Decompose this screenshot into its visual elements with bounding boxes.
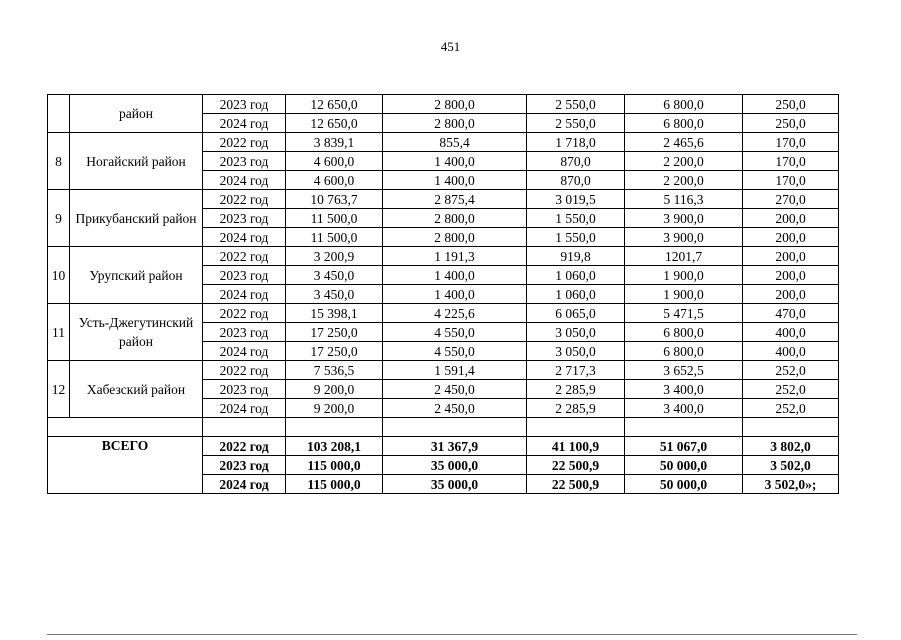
- value-cell: 3 652,5: [625, 361, 743, 380]
- value-cell: 11 500,0: [286, 209, 383, 228]
- value-cell: 2 285,9: [527, 380, 625, 399]
- table-row: [48, 361, 839, 380]
- total-value-cell: 35 000,0: [383, 456, 527, 475]
- row-number: 11: [48, 304, 70, 361]
- value-cell: 1 400,0: [383, 152, 527, 171]
- value-cell: 2 800,0: [383, 114, 527, 133]
- total-value-cell: 22 500,9: [527, 456, 625, 475]
- total-value-cell: 35 000,0: [383, 475, 527, 494]
- empty-cell: [527, 418, 625, 437]
- value-cell: 2 450,0: [383, 399, 527, 418]
- bottom-rule: [47, 634, 857, 635]
- year-cell: 2023 год: [203, 152, 286, 171]
- value-cell: 17 250,0: [286, 342, 383, 361]
- value-cell: 270,0: [743, 190, 839, 209]
- value-cell: 3 019,5: [527, 190, 625, 209]
- year-cell: 2024 год: [203, 171, 286, 190]
- value-cell: 400,0: [743, 342, 839, 361]
- district-name: район: [70, 95, 203, 133]
- total-row: [48, 437, 839, 456]
- value-cell: 2 465,6: [625, 133, 743, 152]
- page-number: 451: [440, 39, 461, 54]
- value-cell: 1 400,0: [383, 266, 527, 285]
- value-cell: 3 050,0: [527, 342, 625, 361]
- value-cell: 2 450,0: [383, 380, 527, 399]
- year-cell: 2022 год: [203, 437, 286, 456]
- value-cell: 2 200,0: [625, 171, 743, 190]
- year-cell: 2023 год: [203, 456, 286, 475]
- value-cell: 3 450,0: [286, 285, 383, 304]
- value-cell: 870,0: [527, 171, 625, 190]
- year-cell: 2022 год: [203, 133, 286, 152]
- value-cell: 3 450,0: [286, 266, 383, 285]
- table-row: [48, 190, 839, 209]
- value-cell: 17 250,0: [286, 323, 383, 342]
- total-value-cell: 50 000,0: [625, 456, 743, 475]
- year-cell: 2022 год: [203, 361, 286, 380]
- value-cell: 4 600,0: [286, 152, 383, 171]
- total-value-cell: 3 502,0»;: [743, 475, 839, 494]
- value-cell: 2 875,4: [383, 190, 527, 209]
- empty-cell: [743, 418, 839, 437]
- year-cell: 2023 год: [203, 266, 286, 285]
- year-cell: 2024 год: [203, 399, 286, 418]
- year-cell: 2022 год: [203, 247, 286, 266]
- value-cell: 4 600,0: [286, 171, 383, 190]
- year-cell: 2023 год: [203, 95, 286, 114]
- value-cell: 6 800,0: [625, 323, 743, 342]
- empty-cell: [383, 418, 527, 437]
- value-cell: 2 800,0: [383, 228, 527, 247]
- year-cell: 2024 год: [203, 285, 286, 304]
- value-cell: 2 550,0: [527, 95, 625, 114]
- value-cell: 6 800,0: [625, 95, 743, 114]
- total-value-cell: 41 100,9: [527, 437, 625, 456]
- district-name: Ногайский район: [70, 133, 203, 190]
- empty-cell: [625, 418, 743, 437]
- value-cell: 4 550,0: [383, 342, 527, 361]
- value-cell: 200,0: [743, 209, 839, 228]
- row-number: 10: [48, 247, 70, 304]
- value-cell: 3 839,1: [286, 133, 383, 152]
- value-cell: 170,0: [743, 152, 839, 171]
- year-cell: 2023 год: [203, 380, 286, 399]
- value-cell: 1 400,0: [383, 171, 527, 190]
- value-cell: 1 550,0: [527, 209, 625, 228]
- value-cell: 5 116,3: [625, 190, 743, 209]
- total-value-cell: 50 000,0: [625, 475, 743, 494]
- value-cell: 11 500,0: [286, 228, 383, 247]
- budget-table: [47, 94, 839, 494]
- table-row: [48, 95, 839, 114]
- table-row: [48, 304, 839, 323]
- value-cell: 10 763,7: [286, 190, 383, 209]
- district-name: Урупский район: [70, 247, 203, 304]
- value-cell: 170,0: [743, 171, 839, 190]
- value-cell: 2 800,0: [383, 209, 527, 228]
- value-cell: 12 650,0: [286, 95, 383, 114]
- year-cell: 2024 год: [203, 114, 286, 133]
- total-label: ВСЕГО: [48, 437, 203, 494]
- value-cell: 6 800,0: [625, 342, 743, 361]
- district-name: Усть-Джегутинский район: [70, 304, 203, 361]
- value-cell: 2 200,0: [625, 152, 743, 171]
- total-value-cell: 31 367,9: [383, 437, 527, 456]
- value-cell: 200,0: [743, 285, 839, 304]
- value-cell: 855,4: [383, 133, 527, 152]
- value-cell: 252,0: [743, 399, 839, 418]
- value-cell: 1 191,3: [383, 247, 527, 266]
- table-row: [48, 247, 839, 266]
- value-cell: 3 400,0: [625, 380, 743, 399]
- value-cell: 252,0: [743, 380, 839, 399]
- year-cell: 2023 год: [203, 209, 286, 228]
- empty-cell: [48, 418, 203, 437]
- value-cell: 1 900,0: [625, 285, 743, 304]
- value-cell: 3 400,0: [625, 399, 743, 418]
- value-cell: 1 400,0: [383, 285, 527, 304]
- value-cell: 919,8: [527, 247, 625, 266]
- value-cell: 1 060,0: [527, 266, 625, 285]
- value-cell: 3 900,0: [625, 228, 743, 247]
- total-value-cell: 51 067,0: [625, 437, 743, 456]
- value-cell: 400,0: [743, 323, 839, 342]
- empty-row: [48, 418, 839, 437]
- district-name: Хабезский район: [70, 361, 203, 418]
- total-value-cell: 3 502,0: [743, 456, 839, 475]
- year-cell: 2024 год: [203, 475, 286, 494]
- value-cell: 170,0: [743, 133, 839, 152]
- value-cell: 6 800,0: [625, 114, 743, 133]
- value-cell: 1 900,0: [625, 266, 743, 285]
- value-cell: 2 285,9: [527, 399, 625, 418]
- total-value-cell: 115 000,0: [286, 456, 383, 475]
- row-number: 8: [48, 133, 70, 190]
- value-cell: 200,0: [743, 247, 839, 266]
- value-cell: 250,0: [743, 114, 839, 133]
- year-cell: 2022 год: [203, 304, 286, 323]
- empty-cell: [286, 418, 383, 437]
- value-cell: 2 550,0: [527, 114, 625, 133]
- value-cell: 9 200,0: [286, 380, 383, 399]
- value-cell: 1 718,0: [527, 133, 625, 152]
- value-cell: 2 717,3: [527, 361, 625, 380]
- value-cell: 4 550,0: [383, 323, 527, 342]
- value-cell: 9 200,0: [286, 399, 383, 418]
- table-body: [48, 95, 839, 494]
- total-value-cell: 22 500,9: [527, 475, 625, 494]
- value-cell: 3 050,0: [527, 323, 625, 342]
- value-cell: 7 536,5: [286, 361, 383, 380]
- total-value-cell: 103 208,1: [286, 437, 383, 456]
- value-cell: 12 650,0: [286, 114, 383, 133]
- total-value-cell: 115 000,0: [286, 475, 383, 494]
- year-cell: 2024 год: [203, 342, 286, 361]
- total-value-cell: 3 802,0: [743, 437, 839, 456]
- value-cell: 4 225,6: [383, 304, 527, 323]
- row-number: [48, 95, 70, 133]
- value-cell: 250,0: [743, 95, 839, 114]
- value-cell: 1 550,0: [527, 228, 625, 247]
- year-cell: 2022 год: [203, 190, 286, 209]
- row-number: 9: [48, 190, 70, 247]
- value-cell: 3 200,9: [286, 247, 383, 266]
- value-cell: 5 471,5: [625, 304, 743, 323]
- value-cell: 6 065,0: [527, 304, 625, 323]
- value-cell: 200,0: [743, 266, 839, 285]
- value-cell: 252,0: [743, 361, 839, 380]
- value-cell: 1201,7: [625, 247, 743, 266]
- value-cell: 1 591,4: [383, 361, 527, 380]
- value-cell: 870,0: [527, 152, 625, 171]
- table-row: [48, 133, 839, 152]
- value-cell: 200,0: [743, 228, 839, 247]
- year-cell: 2023 год: [203, 323, 286, 342]
- row-number: 12: [48, 361, 70, 418]
- value-cell: 15 398,1: [286, 304, 383, 323]
- value-cell: 2 800,0: [383, 95, 527, 114]
- year-cell: 2024 год: [203, 228, 286, 247]
- value-cell: 1 060,0: [527, 285, 625, 304]
- empty-cell: [203, 418, 286, 437]
- value-cell: 470,0: [743, 304, 839, 323]
- district-name: Прикубанский район: [70, 190, 203, 247]
- value-cell: 3 900,0: [625, 209, 743, 228]
